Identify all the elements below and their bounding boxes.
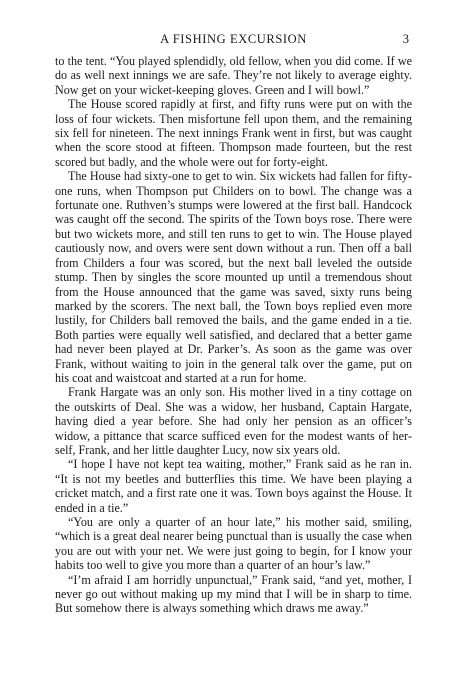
paragraph: to the tent. “You played splendidly, old fellow, when you did come. If we do as well next innings we are safe. They’re not likely to average eighty. Now get on your wicket-keeping gloves. Green and I will bowl.” — [55, 54, 412, 97]
paragraph: The House had sixty-one to get to win. Six wickets had fallen for fifty-one runs, when Thompson put Childers on to bowl. The change was a fortunate one. Ruthven’s stumps were lowered at the first ball. Handcock was caught off the second. The spirits of the Town boys rose. There were but two wickets more, and still ten runs to get to win. The House played cautiously now, and overs were sent down without a run. Then off a ball from Childers a four was scored, but the next ball leveled the outside stump. Then by singles the score mounted up until a tremendous shout from the House announced that the game was saved, sixty runs being marked by the scorers. The next ball, the Town boys replied even more lustily, for Childers ball removed the bails, and the game ended in a tie. Both parties were equally well satisfied, and declared that a better game had never been played at Dr. Parker’s. As soon as the game was over Frank, without waiting to join in the general talk over the game, put on his coat and waistcoat and started at a run for home. — [55, 169, 412, 385]
page-number: 3 — [402, 32, 409, 46]
page-header — [0, 30, 467, 48]
paragraph: Frank Hargate was an only son. His mother lived in a tiny cottage on the outskirts of Deal. She was a widow, her husband, Captain Hargate, having died a year before. She had only her pension as an officer’s widow, a pittance that scarce sufficed even for the modest wants of herself, Frank, and her little daughter Lucy, now six years old. — [55, 385, 412, 457]
paragraph: “I’m afraid I am horridly unpunctual,” Frank said, “and yet, mother, I never go out without making up my mind that I will be in sharp to time. But somehow there is always something which draws me away.” — [55, 572, 412, 616]
running-title: A FISHING EXCURSION — [160, 32, 307, 46]
paragraph: The House scored rapidly at first, and fifty runs were put on with the loss of four wickets. Then misfortune fell upon them, and the remaining six fell for nineteen. The next innings Frank went in first, but was caught when the score stood at fifteen. Thompson made fourteen, but the rest scored but badly, and the whole were out for forty-eight. — [55, 97, 412, 169]
paragraph: “You are only a quarter of an hour late,” his mother said, smiling, “which is a great deal nearer being punctual than is usually the case when you are out with your net. We were just going to begin, for I know your habits too well to give you more than a quarter of an hour’s law.” — [55, 515, 412, 573]
body-text — [55, 54, 412, 616]
paragraph: “I hope I have not kept tea waiting, mother,” Frank said as he ran in. “It is not my beetles and butterflies this time. We have been playing a cricket match, and a first rate one it was. Town boys against the House. It ended in a tie.” — [55, 457, 412, 515]
